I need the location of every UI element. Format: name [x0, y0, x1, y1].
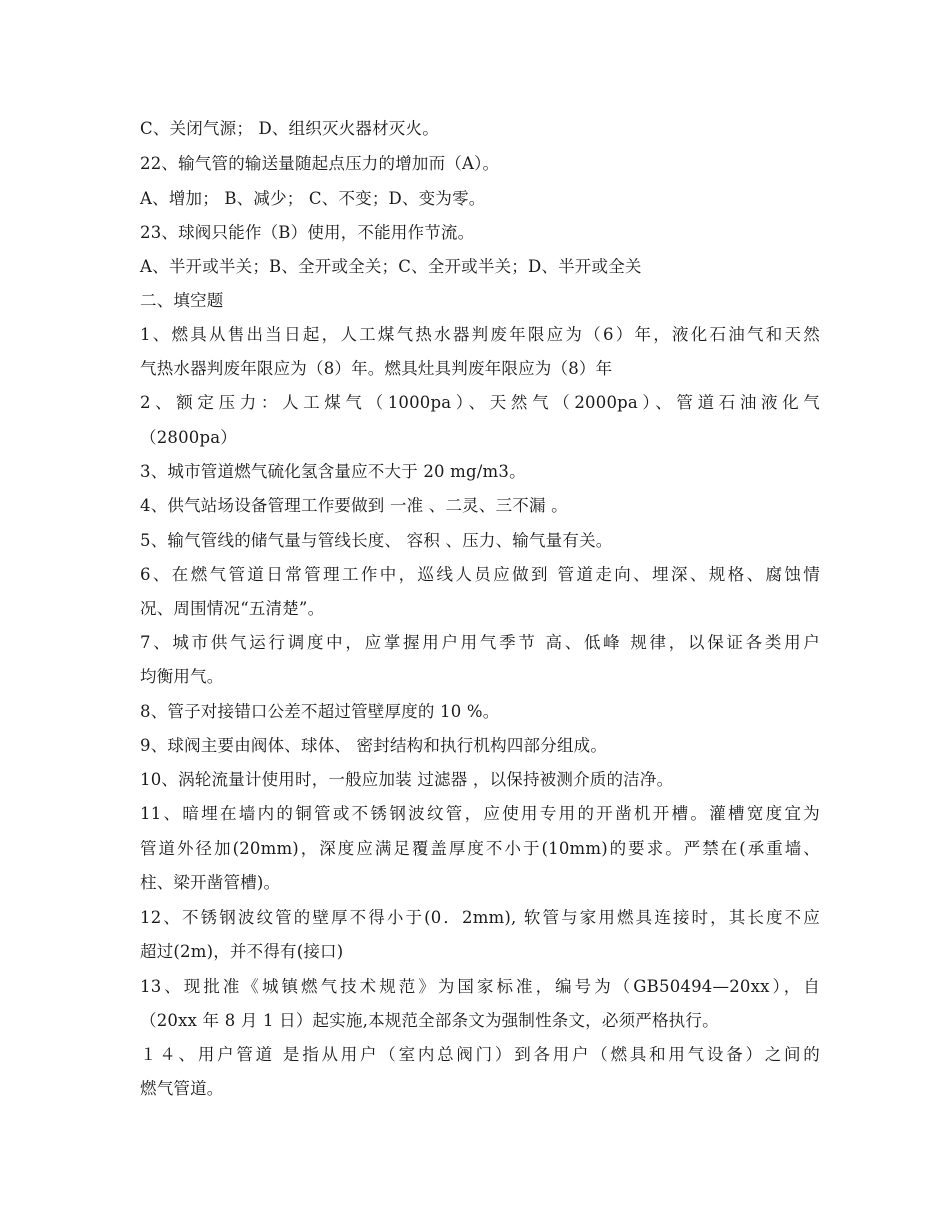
text-line: 3、城市管道燃气硫化氢含量应不大于 20 mg/m3。 [140, 462, 526, 481]
text-line: A、增加； B、减少； C、不变；D、变为零。 [140, 189, 486, 208]
text-line: A、半开或半关；B、全开或全关；C、全开或半关；D、半开或全关 [140, 257, 642, 276]
text-line: 均衡用气。 [140, 667, 224, 686]
text-line: 管道外径加(20mm)，深度应满足覆盖厚度不小于(10mm)的要求。严禁在(承重墙、 [140, 839, 820, 858]
text-line: １４、用户管道 是指从用户（室内总阀门）到各用户（燃具和用气设备）之间的 [140, 1045, 820, 1064]
text-line: 13、现批准《城镇燃气技术规范》为国家标准，编号为（GB50494—20xx），自 [140, 977, 820, 996]
text-line: 1、燃具从售出当日起，人工煤气热水器判废年限应为（6）年，液化石油气和天然 [140, 325, 820, 344]
section-heading: 二、填空题 [140, 291, 224, 310]
text-line: 7、城市供气运行调度中，应掌握用户用气季节 高、低峰 规律，以保证各类用户 [140, 633, 820, 652]
text-line: 柱、梁开凿管槽)。 [140, 873, 281, 892]
text-line: 8、管子对接错口公差不超过管壁厚度的 10 %。 [140, 702, 500, 721]
text-line: 燃气管道。 [140, 1079, 224, 1098]
text-line: 23、球阀只能作（B）使用，不能用作节流。 [140, 223, 475, 242]
text-line: 10、涡轮流量计使用时，一般应加装 过滤器 ，以保持被测介质的洁净。 [140, 770, 674, 789]
text-line: 气热水器判废年限应为（8）年。燃具灶具判废年限应为（8）年 [140, 359, 613, 378]
text-line: 12、不锈钢波纹管的壁厚不得小于(0．2mm), 软管与家用燃具连接时，其长度不应 [140, 908, 820, 927]
text-line: 超过(2m)，并不得有(接口) [140, 942, 344, 961]
text-line: 4、供气站场设备管理工作要做到 一准 、二灵、三不漏 。 [140, 496, 568, 515]
text-line: 5、输气管线的储气量与管线长度、 容积 、压力、输气量有关。 [140, 531, 613, 550]
text-line: 6、在燃气管道日常管理工作中，巡线人员应做到 管道走向、埋深、规格、腐蚀情 [140, 565, 820, 584]
text-line: 况、周围情况“五清楚”。 [140, 599, 325, 618]
text-line: C、关闭气源； D、组织灭火器材灭火。 [140, 119, 439, 138]
text-line: （20xx 年 8 月 1 日）起实施,本规范全部条文为强制性条文，必须严格执行。 [140, 1011, 719, 1030]
text-line: （2800pa） [140, 428, 237, 447]
text-line: 9、球阀主要由阀体、球体、 密封结构和执行机构四部分组成。 [140, 736, 608, 755]
text-line: 11、暗埋在墙内的铜管或不锈钢波纹管，应使用专用的开凿机开槽。灌槽宽度宜为 [140, 804, 820, 823]
text-line: 2、额定压力：人工煤气（1000pa）、天然气（2000pa）、管道石油液化气 [140, 393, 820, 412]
text-line: 22、输气管的输送量随起点压力的增加而（A）。 [140, 154, 500, 173]
